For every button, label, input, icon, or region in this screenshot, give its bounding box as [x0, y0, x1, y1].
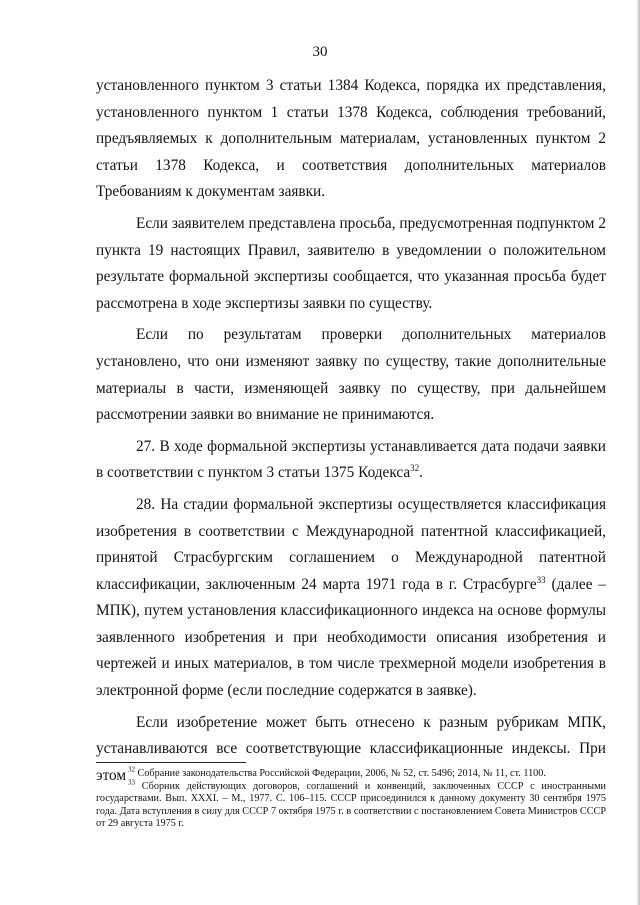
footnote-number-33: 33 — [128, 778, 135, 787]
paragraph-4-text-after: . — [419, 464, 423, 482]
footnote-ref-32: 32 — [410, 463, 420, 474]
footnote-33 — [96, 778, 607, 831]
footnote-32-text: Собрание законодательства Российской Федерации, 2006, № 52, ст. 5496; 2014, № 11, ст. 1100. — [137, 768, 546, 779]
paragraph-4-text: 27. В ходе формальной экспертизы устанавливается дата подачи заявки в соответствии с пунктом 3 статьи 1375 Кодекса — [96, 437, 606, 482]
page-number: 30 — [312, 44, 328, 60]
paragraph-5 — [96, 492, 606, 705]
footnote-33-text: Сборник действующих договоров, соглашений и конвенций, заключенных СССР с иностранными государствами. Вып. XXXI. – М., 1977. С. 106–115. СССР присоединился к данному документу 30 сентября 1975 года. Дата вступления в силу для СССР 7 октября 1975 г. в соответствии с постановлением Совета Министров СССР от 29 августа 1975 г. — [96, 780, 607, 829]
paragraph-5-text-after: (далее – МПК), путем установления классификационного индекса на основе формулы заявленного изобретения и при необходимости описания изобретения и чертежей и иных материалов, в том числе трехмерной модели изобретения в электронной форме (если последние содержатся в заявке). — [96, 575, 606, 700]
footnote-ref-33: 33 — [536, 574, 546, 585]
scan-edge-shadow — [636, 0, 640, 905]
body-text — [96, 73, 606, 789]
paragraph-4 — [96, 434, 606, 487]
footnote-number-32: 32 — [128, 765, 135, 774]
paragraph-5-text: 28. На стадии формальной экспертизы осуществляется классификация изобретения в соответствии с Международной патентной классификацией, принятой Страсбургским соглашением о Международной патентной классификации, заключенным 24 марта 1971 года в г. Страсбурге — [96, 495, 606, 593]
paragraph-6: Если изобретение может быть отнесено к разным рубрикам МПК, устанавливаются все соответствующие классификационные индексы. При этом — [96, 713, 606, 784]
footnote-divider — [96, 762, 246, 763]
footnotes — [96, 765, 607, 831]
paragraph-2: Если заявителем представлена просьба, предусмотренная подпунктом 2 пункта 19 настоящих Правил, заявителю в уведомлении о положительном результате формальной экспертизы сообщается, что указанная просьба будет рассмотрена в ходе экспертизы заявки по существу. — [96, 214, 606, 312]
paragraph-3: Если по результатам проверки дополнительных материалов установлено, что они изменяют заявку по существу, такие дополнительные материалы в части, изменяющей заявку по существу, при дальнейшем рассмотрении заявки во внимание не принимаются. — [96, 326, 606, 424]
footnote-32 — [96, 765, 606, 781]
paragraph-1: установленного пунктом 3 статьи 1384 Кодекса, порядка их представления, установленного пунктом 1 статьи 1378 Кодекса, соблюдения требований, предъявляемых к дополнительным материалам, установленных пунктом 2 статьи 1378 Кодекса, и соответствия дополнительных материалов Требованиям к документам заявки. — [96, 77, 606, 201]
